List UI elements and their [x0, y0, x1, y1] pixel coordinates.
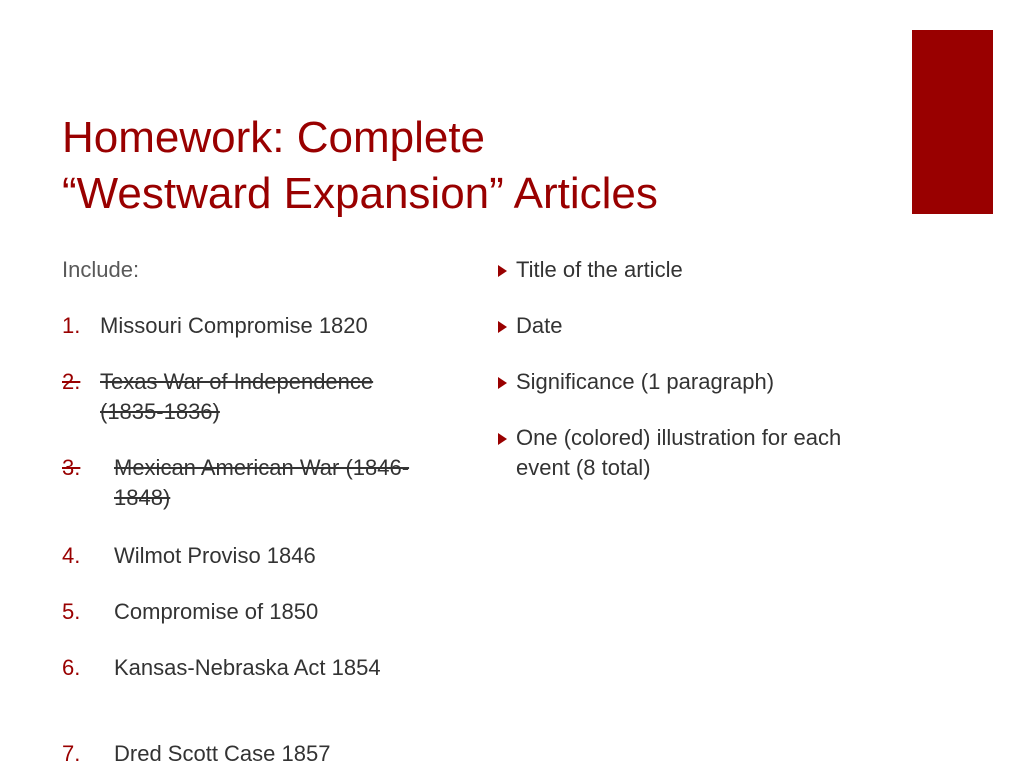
event-text: Mexican American War (1846-1848)	[114, 455, 410, 510]
event-item-6	[62, 653, 462, 683]
event-text: Missouri Compromise 1820	[100, 313, 368, 338]
event-number: 1.	[62, 313, 81, 338]
slide-title	[62, 110, 882, 222]
arrow-bullet-icon	[496, 256, 510, 284]
event-text: Wilmot Proviso 1846	[114, 543, 316, 568]
event-item-1	[62, 311, 462, 341]
event-text: Compromise of 1850	[114, 599, 319, 624]
event-number: 7.	[62, 741, 81, 766]
arrow-bullet-icon	[496, 424, 510, 452]
event-text: Kansas-Nebraska Act 1854	[114, 655, 381, 680]
event-item-7	[62, 739, 462, 769]
event-item-5	[62, 597, 462, 627]
requirement-text: Title of the article	[516, 257, 683, 282]
include-label: Include:	[62, 257, 140, 282]
accent-bar	[912, 30, 993, 214]
include-column	[62, 255, 462, 766]
event-item-3	[62, 453, 462, 513]
event-number: 3.	[62, 455, 81, 480]
requirement-text: Date	[516, 313, 563, 338]
title-line-1: Homework: Complete	[62, 113, 486, 162]
event-text: Texas War of Independence (1835-1836)	[100, 369, 374, 424]
requirement-text: Significance (1 paragraph)	[516, 369, 775, 394]
event-item-4	[62, 541, 462, 571]
event-number: 4.	[62, 543, 81, 568]
event-number: 5.	[62, 599, 81, 624]
event-number: 6.	[62, 655, 81, 680]
event-text: Dred Scott Case 1857	[114, 741, 331, 766]
event-item-2	[62, 367, 462, 427]
arrow-bullet-icon	[496, 312, 510, 340]
event-number: 2.	[62, 369, 81, 394]
requirement-text: One (colored) illustration for each event (8 total)	[516, 425, 842, 480]
title-line-2: “Westward Expansion” Articles	[62, 169, 658, 218]
arrow-bullet-icon	[496, 368, 510, 396]
